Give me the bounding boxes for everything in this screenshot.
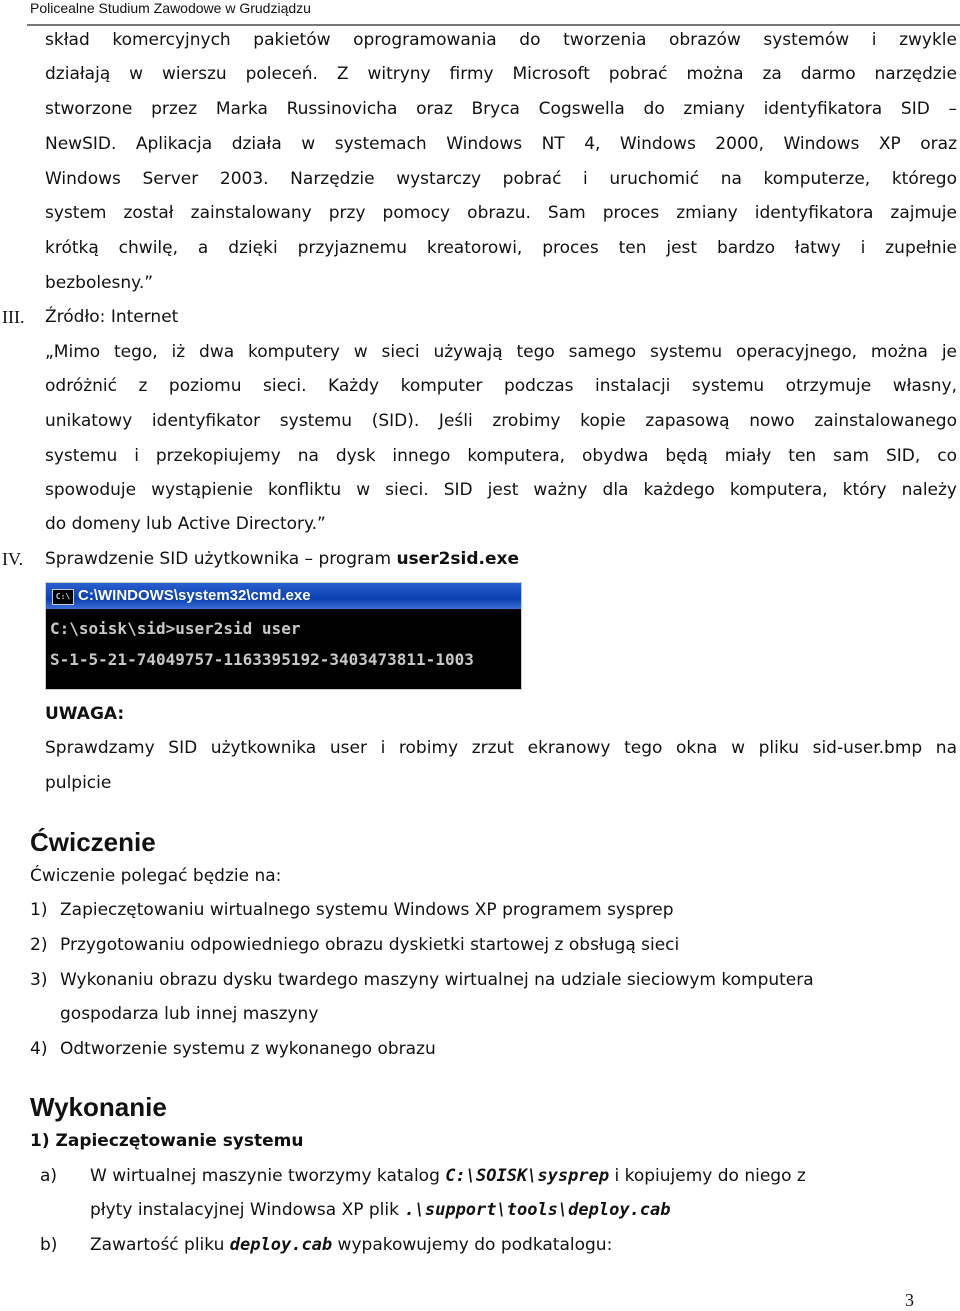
cmd-line: S-1-5-21-74049757-1163395192-3403473811-1003 — [50, 650, 474, 669]
filename: deploy.cab — [229, 1235, 333, 1255]
execution-heading: Wykonanie — [30, 1092, 167, 1122]
list-item: Zapieczętowaniu wirtualnego systemu Windows XP programem sysprep — [60, 900, 674, 920]
paragraph-line: system został zainstalowany przy pomocy obrazu. Sam proces zmiany identyfikatora zajmuje — [45, 203, 957, 223]
paragraph-line: skład komercyjnych pakietów oprogramowania do tworzenia obrazów systemów i zwykle — [45, 30, 957, 50]
program-name: user2sid.exe — [396, 549, 519, 569]
page-header: Policealne Studium Zawodowe w Grudziądzu — [30, 0, 311, 16]
cmd-screenshot — [45, 582, 522, 690]
section-number: IV. — [2, 549, 24, 569]
path: .\support\tools\deploy.cab — [404, 1200, 671, 1220]
list-number: 2) — [30, 935, 48, 955]
quote-line: odróżnić z poziomu sieci. Każdy komputer podczas instalacji systemu otrzymuje własny, — [45, 376, 957, 396]
cmd-title: C:\WINDOWS\system32\cmd.exe — [78, 587, 311, 604]
text: i kopiujemy do niego z — [609, 1166, 806, 1186]
header-divider — [27, 24, 960, 26]
list-item: Odtworzenie systemu z wykonanego obrazu — [60, 1039, 436, 1059]
step-title: 1) Zapieczętowanie systemu — [30, 1131, 304, 1151]
text: W wirtualnej maszynie tworzymy katalog — [90, 1166, 446, 1186]
cmd-console — [46, 609, 521, 675]
list-number: 4) — [30, 1039, 48, 1059]
section-title: Źródło: Internet — [45, 307, 179, 327]
page-number: 3 — [905, 1290, 914, 1310]
quote-line: spowoduje wystąpienie konfliktu w sieci. SID jest ważny dla każdego komputera, który należy — [45, 480, 957, 500]
quote-line: do domeny lub Active Directory.” — [45, 514, 326, 534]
paragraph-line: NewSID. Aplikacja działa w systemach Windows NT 4, Windows 2000, Windows XP oraz — [45, 134, 957, 154]
section-title-text: Sprawdzenie SID użytkownika – program — [45, 549, 397, 569]
list-number: 3) — [30, 970, 48, 990]
section-title — [45, 547, 957, 571]
cmd-titlebar — [46, 583, 521, 609]
list-item: Przygotowaniu odpowiedniego obrazu dyskietki startowej z obsługą sieci — [60, 935, 680, 955]
list-item: Wykonaniu obrazu dysku twardego maszyny wirtualnej na udziale sieciowym komputera — [60, 970, 814, 990]
list-letter: b) — [40, 1235, 58, 1255]
text: Zawartość pliku — [90, 1235, 230, 1255]
quote-line: „Mimo tego, iż dwa komputery w sieci używają tego samego systemu operacyjnego, można je — [45, 342, 957, 362]
paragraph-line: Windows Server 2003. Narzędzie wystarczy pobrać i uruchomić na komputerze, którego — [45, 169, 957, 189]
quote-line: systemu i przekopiujemy na dysk innego komputera, obydwa będą miały ten sam SID, co — [45, 446, 957, 466]
text: wypakowujemy do podkatalogu: — [332, 1235, 613, 1255]
paragraph-line: działają w wierszu poleceń. Z witryny firmy Microsoft pobrać można za darmo narzędzie — [45, 64, 957, 84]
exercise-heading: Ćwiczenie — [30, 827, 156, 857]
step-text — [90, 1164, 806, 1188]
path: C:\SOISK\sysprep — [445, 1166, 610, 1186]
list-number: 1) — [30, 900, 48, 920]
list-letter: a) — [40, 1166, 58, 1186]
note-line: pulpicie — [45, 773, 112, 793]
section-number: III. — [2, 307, 25, 327]
exercise-intro: Ćwiczenie polegać będzie na: — [30, 866, 282, 886]
paragraph-line: krótką chwilę, a dzięki przyjaznemu kreatorowi, proces ten jest bardzo łatwy i zupełnie — [45, 238, 957, 258]
note-line: Sprawdzamy SID użytkownika user i robimy zrzut ekranowy tego okna w pliku sid-user.bmp na — [45, 738, 957, 758]
note-label: UWAGA: — [45, 704, 125, 724]
paragraph-line: bezbolesny.” — [45, 273, 154, 293]
cmd-line: C:\soisk\sid>user2sid user — [50, 619, 301, 638]
text: płyty instalacyjnej Windowsa XP plik — [90, 1200, 405, 1220]
cmd-icon: C:\ — [52, 589, 74, 605]
step-text — [90, 1233, 612, 1257]
quote-line: unikatowy identyfikator systemu (SID). Jeśli zrobimy kopie zapasową nowo zainstalowanego — [45, 411, 957, 431]
list-item-continued: gospodarza lub innej maszyny — [60, 1004, 319, 1024]
paragraph-line: stworzone przez Marka Russinovicha oraz Bryca Cogswella do zmiany identyfikatora SID – — [45, 99, 957, 119]
step-text — [90, 1198, 671, 1222]
